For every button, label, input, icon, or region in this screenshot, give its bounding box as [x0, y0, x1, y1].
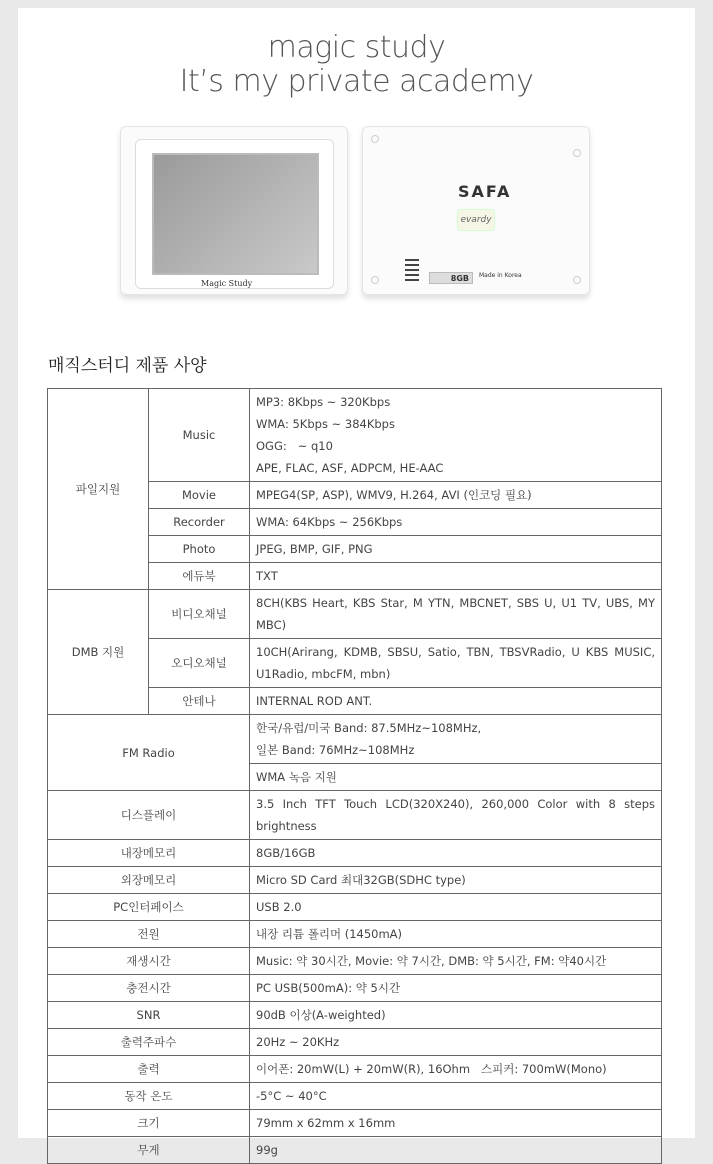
spec-value: 3.5 Inch TFT Touch LCD(320X240), 260,000 Color with 8 steps brightness: [250, 791, 662, 840]
spec-value: 8GB/16GB: [250, 840, 662, 867]
screw-icon: [371, 135, 379, 143]
device-front-image: [120, 126, 348, 295]
hero-title: magic study: [267, 30, 446, 65]
table-row: [48, 975, 662, 1002]
spec-label: FM Radio: [48, 715, 250, 791]
table-row: [48, 1110, 662, 1137]
spec-value: MPEG4(SP, ASP), WMV9, H.264, AVI (인코딩 필요): [250, 482, 662, 509]
spec-value: Music: 약 30시간, Movie: 약 7시간, DMB: 약 5시간, FM: 약40시간: [250, 948, 662, 975]
spec-value: 10CH(Arirang, KDMB, SBSU, Satio, TBN, TBSVRadio, U KBS MUSIC, U1Radio, mbcFM, mbn): [250, 639, 662, 688]
spec-label: PC인터페이스: [48, 894, 250, 921]
spec-value: JPEG, BMP, GIF, PNG: [250, 536, 662, 563]
spec-value-line: 한국/유럽/미국 Band: 87.5MHz~108MHz,: [256, 721, 482, 735]
spec-value: 90dB 이상(A-weighted): [250, 1002, 662, 1029]
table-row: [48, 840, 662, 867]
spec-label: 재생시간: [48, 948, 250, 975]
spec-value: USB 2.0: [250, 894, 662, 921]
spec-value: 내장 리튬 폴리머 (1450mA): [250, 921, 662, 948]
section-title: 매직스터디 제품 사양: [48, 356, 207, 376]
device-back-image: [362, 126, 590, 295]
spec-label: 전원: [48, 921, 250, 948]
spec-value-line: APE, FLAC, ASF, ADPCM, HE-AAC: [256, 461, 444, 475]
table-row: [48, 389, 662, 482]
table-row: [48, 1029, 662, 1056]
spec-value-line: MP3: 8Kbps ~ 320Kbps: [256, 395, 391, 409]
table-row: [48, 1137, 662, 1164]
spec-value: INTERNAL ROD ANT.: [250, 688, 662, 715]
screw-icon: [573, 276, 581, 284]
spec-label: 외장메모리: [48, 867, 250, 894]
spec-label: 무게: [48, 1137, 250, 1164]
capacity-label: 8GB: [429, 272, 473, 284]
table-row: [48, 867, 662, 894]
screw-icon: [371, 276, 379, 284]
spec-label: Movie: [149, 482, 250, 509]
spec-group-label: 파일지원: [48, 389, 149, 590]
spec-label: 출력주파수: [48, 1029, 250, 1056]
spec-label: 크기: [48, 1110, 250, 1137]
spec-label: Photo: [149, 536, 250, 563]
spec-value: 79mm x 62mm x 16mm: [250, 1110, 662, 1137]
speaker-grille-icon: [405, 259, 419, 283]
front-brand-label: Magic Study: [201, 279, 253, 288]
device-screen: [152, 153, 319, 275]
table-row: [48, 948, 662, 975]
table-row: [48, 590, 662, 639]
spec-label: 동작 온도: [48, 1083, 250, 1110]
spec-table: [47, 388, 662, 1164]
spec-value: 이어폰: 20mW(L) + 20mW(R), 16Ohm 스피커: 700mW(Mono): [250, 1056, 662, 1083]
spec-value: TXT: [250, 563, 662, 590]
back-logo-badge: evardy: [457, 209, 495, 231]
table-row: [48, 1002, 662, 1029]
hero-subtitle: It’s my private academy: [179, 64, 534, 99]
spec-label: SNR: [48, 1002, 250, 1029]
made-in-label: Made in Korea: [479, 272, 522, 279]
table-row: [48, 791, 662, 840]
back-brand-logo: SAFA: [458, 182, 512, 201]
spec-label: 내장메모리: [48, 840, 250, 867]
spec-value-line: WMA: 5Kbps ~ 384Kbps: [256, 417, 395, 431]
spec-value: WMA 녹음 지원: [250, 764, 662, 791]
spec-label: 오디오채널: [149, 639, 250, 688]
spec-label: 안테나: [149, 688, 250, 715]
spec-value-line: 일본 Band: 76MHz~108MHz: [256, 743, 415, 757]
spec-label: 비디오채널: [149, 590, 250, 639]
table-row: [48, 921, 662, 948]
spec-label: 에듀북: [149, 563, 250, 590]
page: [18, 8, 695, 1157]
spec-value: 99g: [250, 1137, 662, 1164]
spec-value: 8CH(KBS Heart, KBS Star, M YTN, MBCNET, SBS U, U1 TV, UBS, MY MBC): [250, 590, 662, 639]
spec-value-line: OGG: ~ q10: [256, 439, 333, 453]
table-row: [48, 894, 662, 921]
spec-value: 20Hz ~ 20KHz: [250, 1029, 662, 1056]
spec-value: WMA: 64Kbps ~ 256Kbps: [250, 509, 662, 536]
spec-value: -5°C ~ 40°C: [250, 1083, 662, 1110]
table-row: [48, 1083, 662, 1110]
spec-group-label: DMB 지원: [48, 590, 149, 715]
spec-label: Recorder: [149, 509, 250, 536]
spec-label: 출력: [48, 1056, 250, 1083]
screw-icon: [573, 149, 581, 157]
spec-value: PC USB(500mA): 약 5시간: [250, 975, 662, 1002]
spec-value: Micro SD Card 최대32GB(SDHC type): [250, 867, 662, 894]
spec-label: 디스플레이: [48, 791, 250, 840]
spec-value: [250, 715, 662, 764]
spec-value: [250, 389, 662, 482]
device-bezel: [135, 139, 334, 289]
table-row: [48, 1056, 662, 1083]
spec-label: Music: [149, 389, 250, 482]
spec-label: 충전시간: [48, 975, 250, 1002]
table-row: [48, 715, 662, 764]
